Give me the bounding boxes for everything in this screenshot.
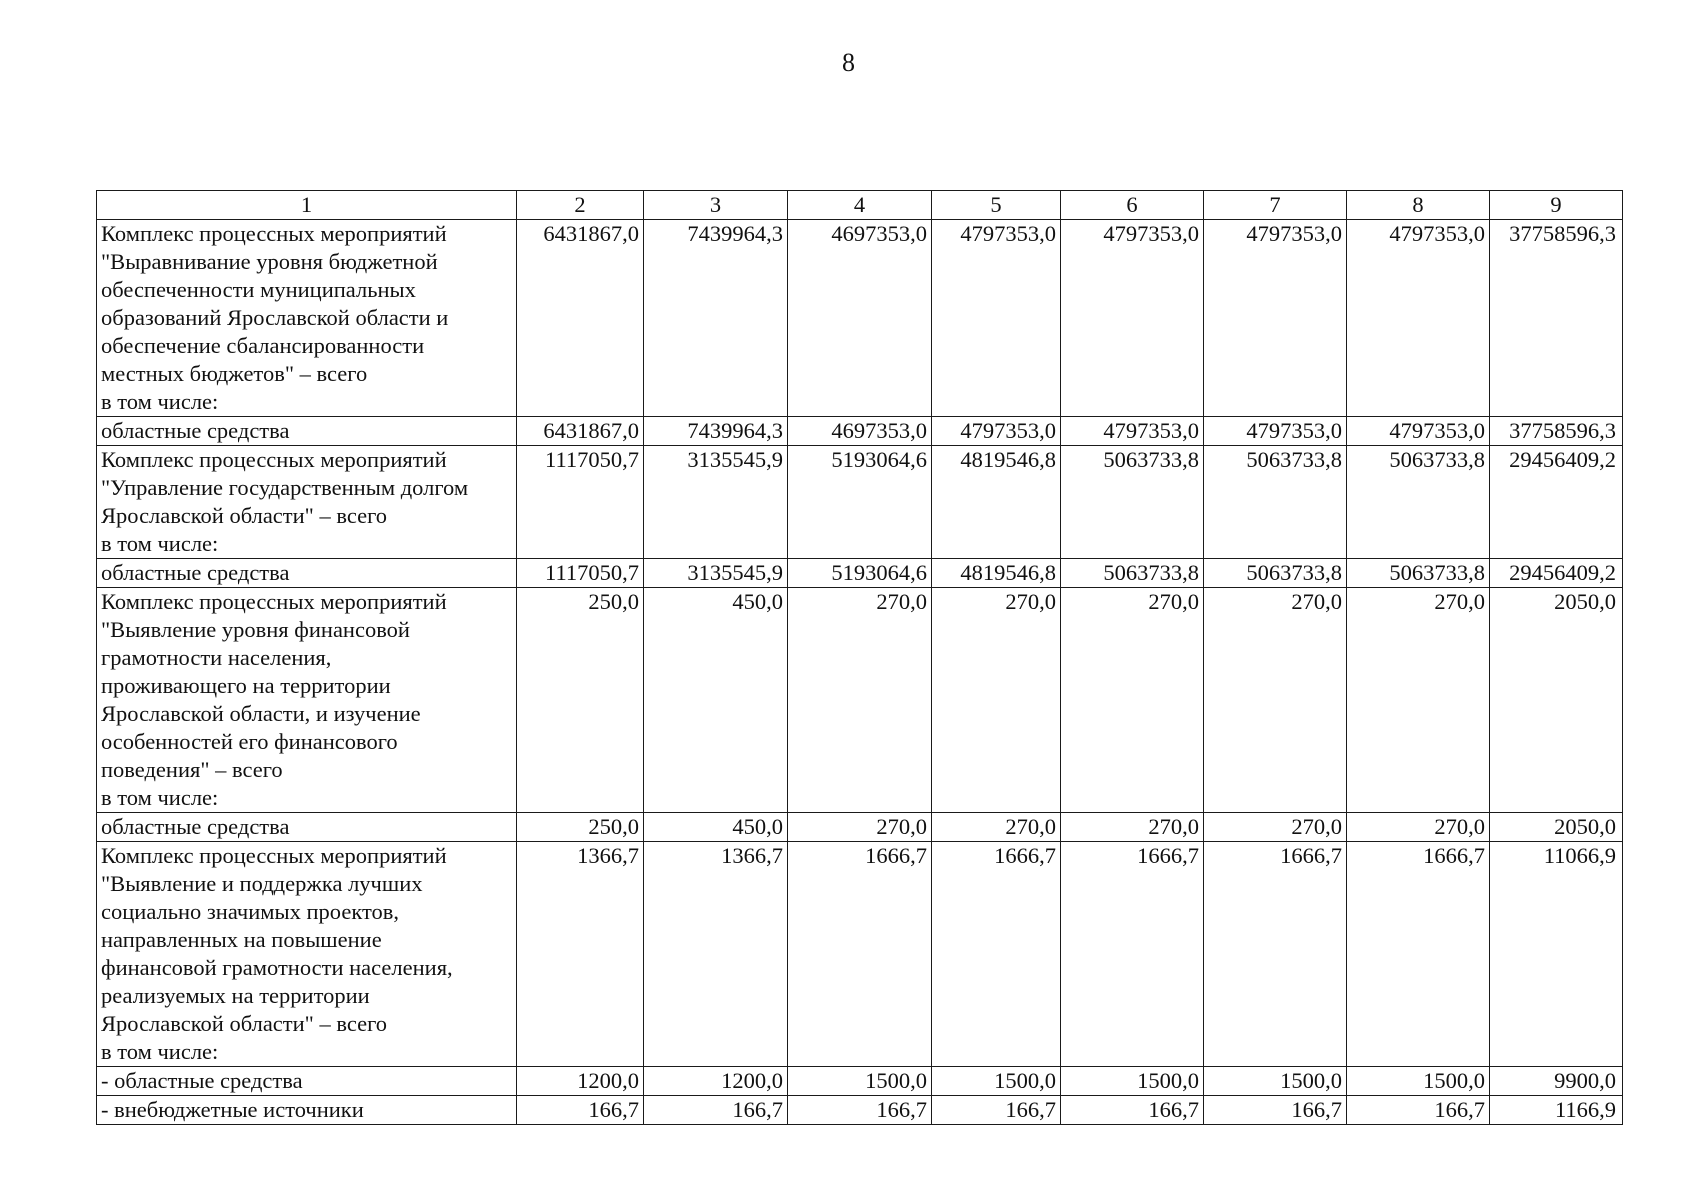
value-cell: 270,0 [1347,588,1490,813]
row-label-line: Комплекс процессных мероприятий [101,843,447,868]
value-cell: 270,0 [788,813,932,842]
row-label-line: Комплекс процессных мероприятий [101,221,447,246]
table-row [97,1067,1623,1096]
value-cell: 166,7 [517,1096,644,1125]
column-header: 5 [932,191,1061,220]
value-cell: 1500,0 [1061,1067,1204,1096]
table-row [97,417,1623,446]
table-row [97,559,1623,588]
value-cell: 37758596,3 [1490,220,1623,417]
row-label-line: грамотности населения, [101,645,332,670]
value-cell: 5193064,6 [788,446,932,559]
value-cell: 270,0 [1061,588,1204,813]
row-label-line: реализуемых на территории [101,983,370,1008]
row-label-line: Комплекс процессных мероприятий [101,447,447,472]
value-cell: 1500,0 [932,1067,1061,1096]
value-cell: 7439964,3 [644,220,788,417]
value-cell: 1366,7 [517,842,644,1067]
row-label-cell [97,1067,517,1096]
row-label-line: в том числе: [101,1039,219,1064]
value-cell: 4797353,0 [1204,417,1347,446]
value-cell: 6431867,0 [517,417,644,446]
value-cell: 450,0 [644,588,788,813]
row-label-line: областные средства [101,814,290,839]
row-label-line: - областные средства [101,1068,303,1093]
row-label-line: "Выявление и поддержка лучших [101,871,423,896]
row-label-line: особенностей его финансового [101,729,398,754]
column-header: 1 [97,191,517,220]
value-cell: 270,0 [932,588,1061,813]
column-header: 7 [1204,191,1347,220]
table-row [97,588,1623,813]
value-cell: 5063733,8 [1347,559,1490,588]
row-label-line: местных бюджетов" – всего [101,361,368,386]
value-cell: 5063733,8 [1204,446,1347,559]
row-label-cell [97,1096,517,1125]
row-label-cell [97,417,517,446]
row-label-cell [97,220,517,417]
value-cell: 1666,7 [1347,842,1490,1067]
value-cell: 37758596,3 [1490,417,1623,446]
value-cell: 4797353,0 [932,220,1061,417]
value-cell: 166,7 [1204,1096,1347,1125]
value-cell: 1666,7 [932,842,1061,1067]
row-label-line: Ярославской области, и изучение [101,701,421,726]
row-label-line: образований Ярославской области и [101,305,449,330]
row-label-line: проживающего на территории [101,673,391,698]
column-header: 3 [644,191,788,220]
value-cell: 1500,0 [1204,1067,1347,1096]
value-cell: 166,7 [788,1096,932,1125]
value-cell: 9900,0 [1490,1067,1623,1096]
row-label-line: поведения" – всего [101,757,283,782]
value-cell: 166,7 [932,1096,1061,1125]
value-cell: 5063733,8 [1204,559,1347,588]
row-label-line: "Выявление уровня финансовой [101,617,410,642]
column-header: 6 [1061,191,1204,220]
value-cell: 270,0 [1204,813,1347,842]
value-cell: 166,7 [1061,1096,1204,1125]
value-cell: 1666,7 [1204,842,1347,1067]
row-label-line: "Управление государственным долгом [101,475,469,500]
value-cell: 1200,0 [517,1067,644,1096]
value-cell: 4797353,0 [1061,220,1204,417]
value-cell: 4819546,8 [932,559,1061,588]
table-row [97,842,1623,1067]
column-header: 2 [517,191,644,220]
value-cell: 7439964,3 [644,417,788,446]
table-row [97,813,1623,842]
row-label-line: обеспечение сбалансированности [101,333,425,358]
column-header: 4 [788,191,932,220]
row-label-cell [97,446,517,559]
value-cell: 270,0 [932,813,1061,842]
table-header-row [97,191,1623,220]
value-cell: 4697353,0 [788,417,932,446]
table-row [97,1096,1623,1125]
row-label-line: Ярославской области" – всего [101,1011,388,1036]
table-body [97,220,1623,1125]
value-cell: 4797353,0 [1061,417,1204,446]
value-cell: 5063733,8 [1061,559,1204,588]
row-label-cell [97,588,517,813]
column-header: 8 [1347,191,1490,220]
value-cell: 11066,9 [1490,842,1623,1067]
row-label-line: финансовой грамотности населения, [101,955,453,980]
table-row [97,446,1623,559]
value-cell: 3135545,9 [644,446,788,559]
value-cell: 4797353,0 [1204,220,1347,417]
value-cell: 270,0 [788,588,932,813]
value-cell: 270,0 [1204,588,1347,813]
row-label-line: "Выравнивание уровня бюджетной [101,249,438,274]
value-cell: 1200,0 [644,1067,788,1096]
value-cell: 6431867,0 [517,220,644,417]
value-cell: 1166,9 [1490,1096,1623,1125]
value-cell: 1366,7 [644,842,788,1067]
row-label-line: направленных на повышение [101,927,382,952]
value-cell: 5193064,6 [788,559,932,588]
row-label-line: в том числе: [101,389,219,414]
column-header: 9 [1490,191,1623,220]
value-cell: 450,0 [644,813,788,842]
value-cell: 5063733,8 [1061,446,1204,559]
value-cell: 270,0 [1347,813,1490,842]
row-label-line: - внебюджетные источники [101,1097,364,1122]
value-cell: 1117050,7 [517,559,644,588]
value-cell: 4797353,0 [1347,220,1490,417]
row-label-line: Ярославской области" – всего [101,503,388,528]
row-label-cell [97,559,517,588]
value-cell: 1117050,7 [517,446,644,559]
row-label-cell [97,813,517,842]
value-cell: 4797353,0 [1347,417,1490,446]
value-cell: 29456409,2 [1490,559,1623,588]
row-label-line: в том числе: [101,531,219,556]
value-cell: 2050,0 [1490,588,1623,813]
value-cell: 4797353,0 [932,417,1061,446]
value-cell: 2050,0 [1490,813,1623,842]
value-cell: 250,0 [517,813,644,842]
value-cell: 1666,7 [1061,842,1204,1067]
row-label-line: социально значимых проектов, [101,899,399,924]
value-cell: 1500,0 [1347,1067,1490,1096]
table-row [97,220,1623,417]
row-label-line: обеспеченности муниципальных [101,277,416,302]
value-cell: 166,7 [1347,1096,1490,1125]
value-cell: 4819546,8 [932,446,1061,559]
value-cell: 5063733,8 [1347,446,1490,559]
value-cell: 4697353,0 [788,220,932,417]
row-label-line: в том числе: [101,785,219,810]
page-number: 8 [842,48,855,77]
row-label-line: областные средства [101,418,290,443]
value-cell: 3135545,9 [644,559,788,588]
row-label-line: Комплекс процессных мероприятий [101,589,447,614]
value-cell: 270,0 [1061,813,1204,842]
budget-table [96,190,1623,1125]
row-label-cell [97,842,517,1067]
row-label-line: областные средства [101,560,290,585]
value-cell: 250,0 [517,588,644,813]
value-cell: 1666,7 [788,842,932,1067]
value-cell: 1500,0 [788,1067,932,1096]
value-cell: 166,7 [644,1096,788,1125]
value-cell: 29456409,2 [1490,446,1623,559]
